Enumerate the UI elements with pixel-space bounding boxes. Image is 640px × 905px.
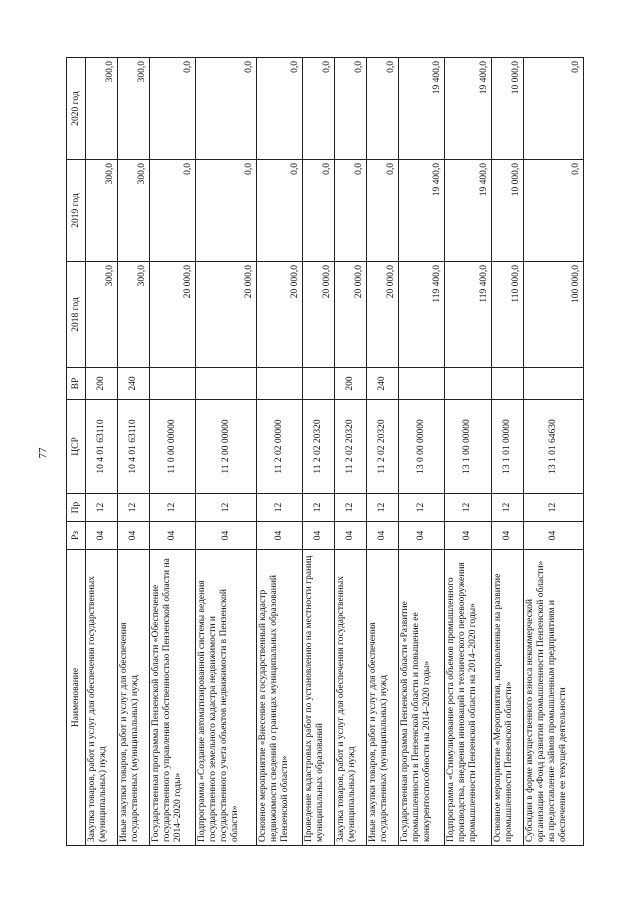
table-row bbox=[118, 58, 150, 846]
cell-rz: 04 bbox=[256, 522, 302, 550]
cell-2019: 19 400,0 bbox=[445, 160, 491, 262]
cell-2020: 19 400,0 bbox=[445, 58, 491, 160]
cell-pr: 12 bbox=[256, 494, 302, 522]
cell-vr: 200 bbox=[86, 368, 118, 400]
cell-2019: 0,0 bbox=[367, 160, 399, 262]
cell-2019: 0,0 bbox=[150, 160, 196, 262]
cell-csr: 13 1 01 64630 bbox=[523, 400, 583, 494]
cell-pr: 12 bbox=[334, 494, 366, 522]
cell-name: Субсидии в форме имущественного взноса некоммерческой организации «Фонд развития промышленности Пензенской области» на предоставление займов промышленным предприятиям и обеспечение ее текущей деятельности bbox=[523, 550, 583, 846]
header-2020: 2020 год bbox=[67, 58, 86, 160]
cell-csr: 11 2 02 00000 bbox=[256, 400, 302, 494]
cell-2020: 0,0 bbox=[256, 58, 302, 160]
table-row bbox=[491, 58, 523, 846]
header-rz: Рз bbox=[67, 522, 86, 550]
table-row bbox=[445, 58, 491, 846]
table-row bbox=[86, 58, 118, 846]
cell-2018: 119 400,0 bbox=[445, 262, 491, 368]
table-row bbox=[523, 58, 583, 846]
cell-2020: 0,0 bbox=[367, 58, 399, 160]
cell-2020: 300,0 bbox=[118, 58, 150, 160]
cell-rz: 04 bbox=[523, 522, 583, 550]
header-pr: Пр bbox=[67, 494, 86, 522]
table-row bbox=[367, 58, 399, 846]
cell-vr bbox=[491, 368, 523, 400]
cell-2018: 20 000,0 bbox=[302, 262, 334, 368]
cell-name: Подпрограмма «Создание автоматизированной системы ведения государственного земельного кадастра недвижимости и государственного учета объектов недвижимости в Пензенской области» bbox=[196, 550, 256, 846]
cell-2018: 100 000,0 bbox=[523, 262, 583, 368]
cell-2019: 300,0 bbox=[118, 160, 150, 262]
cell-vr bbox=[196, 368, 256, 400]
cell-csr: 11 2 02 20320 bbox=[334, 400, 366, 494]
cell-pr: 12 bbox=[367, 494, 399, 522]
cell-2018: 119 400,0 bbox=[399, 262, 445, 368]
cell-pr: 12 bbox=[523, 494, 583, 522]
cell-pr: 12 bbox=[445, 494, 491, 522]
header-csr: ЦСР bbox=[67, 400, 86, 494]
cell-name: Основное мероприятие «Внесение в государственный кадастр недвижимости сведений о границах муниципальных образований Пензенской области» bbox=[256, 550, 302, 846]
cell-2020: 0,0 bbox=[196, 58, 256, 160]
table-row bbox=[334, 58, 366, 846]
cell-rz: 04 bbox=[491, 522, 523, 550]
cell-pr: 12 bbox=[86, 494, 118, 522]
cell-name: Иные закупки товаров, работ и услуг для обеспечения государственных (муниципальных) нужд bbox=[118, 550, 150, 846]
cell-2018: 300,0 bbox=[86, 262, 118, 368]
cell-2019: 19 400,0 bbox=[399, 160, 445, 262]
cell-2018: 20 000,0 bbox=[196, 262, 256, 368]
budget-table bbox=[66, 57, 584, 846]
table-row bbox=[256, 58, 302, 846]
header-2019: 2019 год bbox=[67, 160, 86, 262]
cell-2020: 0,0 bbox=[523, 58, 583, 160]
page-number: 77 bbox=[37, 447, 49, 459]
cell-rz: 04 bbox=[150, 522, 196, 550]
cell-rz: 04 bbox=[445, 522, 491, 550]
cell-2018: 20 000,0 bbox=[150, 262, 196, 368]
cell-vr bbox=[445, 368, 491, 400]
cell-rz: 04 bbox=[196, 522, 256, 550]
table-row bbox=[302, 58, 334, 846]
cell-vr: 240 bbox=[118, 368, 150, 400]
cell-csr: 11 2 00 00000 bbox=[196, 400, 256, 494]
cell-csr: 11 2 02 20320 bbox=[367, 400, 399, 494]
budget-table-wrapper bbox=[66, 58, 584, 846]
table-row bbox=[150, 58, 196, 846]
cell-2020: 10 000,0 bbox=[491, 58, 523, 160]
cell-2019: 0,0 bbox=[196, 160, 256, 262]
cell-name: Государственная программа Пензенской области «Развитие промышленности в Пензенской области и повышение ее конкурентоспособности на 2014–2020 годы» bbox=[399, 550, 445, 846]
cell-2019: 0,0 bbox=[334, 160, 366, 262]
cell-2020: 19 400,0 bbox=[399, 58, 445, 160]
cell-2018: 300,0 bbox=[118, 262, 150, 368]
cell-csr: 11 0 00 00000 bbox=[150, 400, 196, 494]
cell-rz: 04 bbox=[86, 522, 118, 550]
header-2018: 2018 год bbox=[67, 262, 86, 368]
cell-name: Закупка товаров, работ и услуг для обеспечения государственных (муниципальных) нужд bbox=[86, 550, 118, 846]
cell-pr: 12 bbox=[196, 494, 256, 522]
cell-name: Закупка товаров, работ и услуг для обеспечения государственных (муниципальных) нужд bbox=[334, 550, 366, 846]
cell-2020: 0,0 bbox=[150, 58, 196, 160]
cell-pr: 12 bbox=[118, 494, 150, 522]
cell-2020: 0,0 bbox=[302, 58, 334, 160]
table-row bbox=[196, 58, 256, 846]
cell-rz: 04 bbox=[118, 522, 150, 550]
cell-vr bbox=[399, 368, 445, 400]
cell-2019: 0,0 bbox=[302, 160, 334, 262]
header-name: Наименование bbox=[67, 550, 86, 846]
cell-csr: 10 4 01 63110 bbox=[118, 400, 150, 494]
cell-name: Иные закупки товаров, работ и услуг для обеспечения государственных (муниципальных) нужд bbox=[367, 550, 399, 846]
cell-2019: 10 000,0 bbox=[491, 160, 523, 262]
cell-rz: 04 bbox=[302, 522, 334, 550]
cell-2019: 0,0 bbox=[523, 160, 583, 262]
cell-2019: 300,0 bbox=[86, 160, 118, 262]
cell-name: Подпрограмма «Стимулирование роста объемов промышленного производства, внедрения инноваций и технического перевооружения промышленности Пензенской области на 2014–2020 годы» bbox=[445, 550, 491, 846]
cell-2018: 20 000,0 bbox=[334, 262, 366, 368]
cell-2020: 0,0 bbox=[334, 58, 366, 160]
cell-name: Государственная программа Пензенской области «Обеспечение государственного управления собственностью Пензенской области на 2014–2020 годы» bbox=[150, 550, 196, 846]
cell-csr: 13 0 00 00000 bbox=[399, 400, 445, 494]
cell-2018: 110 000,0 bbox=[491, 262, 523, 368]
cell-vr bbox=[150, 368, 196, 400]
cell-pr: 12 bbox=[302, 494, 334, 522]
cell-pr: 12 bbox=[491, 494, 523, 522]
cell-name: Основное мероприятие «Мероприятия, направленные на развитие промышленности Пензенской области» bbox=[491, 550, 523, 846]
header-vr: ВР bbox=[67, 368, 86, 400]
cell-vr bbox=[302, 368, 334, 400]
cell-2018: 20 000,0 bbox=[367, 262, 399, 368]
cell-csr: 11 2 02 20320 bbox=[302, 400, 334, 494]
table-row bbox=[399, 58, 445, 846]
cell-rz: 04 bbox=[367, 522, 399, 550]
cell-pr: 12 bbox=[399, 494, 445, 522]
cell-2019: 0,0 bbox=[256, 160, 302, 262]
cell-csr: 13 1 00 00000 bbox=[445, 400, 491, 494]
cell-csr: 13 1 01 00000 bbox=[491, 400, 523, 494]
cell-vr bbox=[523, 368, 583, 400]
cell-vr: 240 bbox=[367, 368, 399, 400]
cell-vr bbox=[256, 368, 302, 400]
cell-csr: 10 4 01 63110 bbox=[86, 400, 118, 494]
cell-rz: 04 bbox=[399, 522, 445, 550]
cell-vr: 200 bbox=[334, 368, 366, 400]
cell-pr: 12 bbox=[150, 494, 196, 522]
cell-rz: 04 bbox=[334, 522, 366, 550]
table-body bbox=[86, 58, 584, 846]
table-header-row bbox=[67, 58, 86, 846]
cell-2020: 300,0 bbox=[86, 58, 118, 160]
cell-2018: 20 000,0 bbox=[256, 262, 302, 368]
cell-name: Проведение кадастровых работ по установлению на местности границ муниципальных образований bbox=[302, 550, 334, 846]
